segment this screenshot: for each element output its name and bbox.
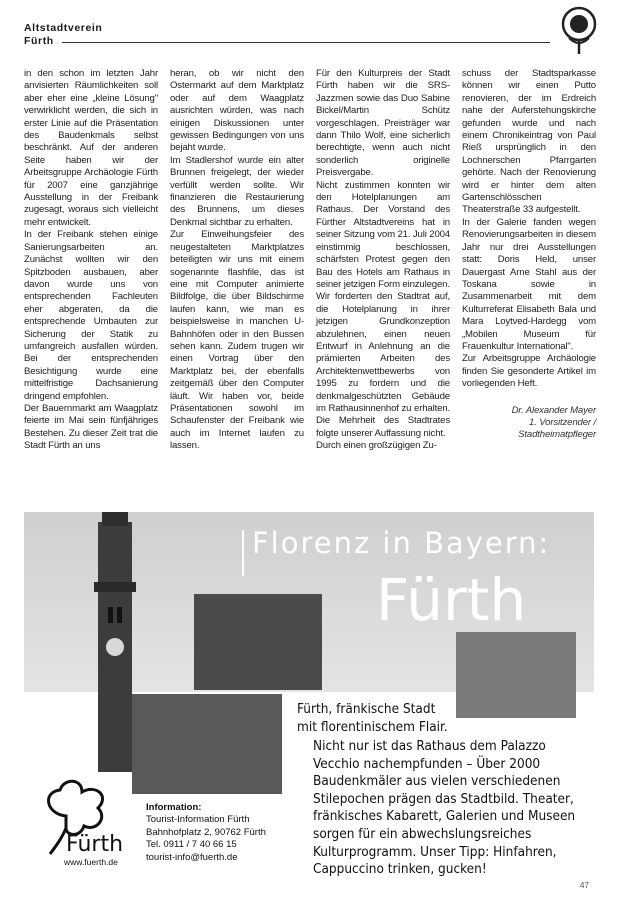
paragraph: Durch einen großzügigen Zu- (316, 440, 437, 452)
ad-city-name: Fürth (376, 566, 527, 634)
paragraph: Wir forderten den Stadtrat auf, die Hotelplanung in ihrer jetzigen Grundkonzeption abzulehnen, einen neuen Entwurf in Anlehnung an die prämierten Arbeiten des Architektenwettbewerbs von 1995 zu fordern und die denkmalgeschützten Gebäude im Rathausinnenhof zu erhalten. Die Mehrheit des Stadtrates folgte unserer Auffassung nicht. (316, 291, 450, 439)
paragraph: Für den Kulturpreis der Stadt Fürth haben wir die SRS-Jazzmen sowie das Duo Sabine Bickel/Martin Schütz vorgeschlagen. Preisträger war dann Thilo Wolf, eine sicherlich berechtigte, wenn auch nicht sonderlich originelle Preisvergabe. (316, 68, 450, 179)
logo-wordmark: Fürth (66, 832, 124, 857)
paragraph: schuss der Stadtsparkasse können wir einen Putto renovieren, der im Erdreich nahe der Auferstehungskirche gefunden wurde und nach einem Chronikeintrag von Paul Rieß ursprünglich in den Lochnerschen Pfarrgarten gehörte. Nach der Renovierung wird er hinter dem alten Gartenschlösschen Theaterstraße 33 aufgestellt. (462, 68, 596, 216)
info-heading: Information: (146, 802, 202, 813)
paragraph: in den schon im letzten Jahr anvisierten Räumlichkeiten soll aber eher eine „kleine Lösung" verwirklicht werden, die sich in erster Linie auf die Präsentation des Baudenkmals selbst beschränkt. Auf der anderen Seite haben wir der Arbeitsgruppe Archäologie Fürth für 2007 eine ganzjährige Ausstellung in der Freibank zugesagt, woraus sich vielleicht mehr entwickelt. (24, 68, 158, 228)
ad-lead-line-1: Fürth, fränkische Stadt (297, 701, 436, 717)
info-line: tourist-info@fuerth.de (146, 851, 238, 863)
tourist-info (146, 802, 296, 864)
ad-lead-line-2: mit florentinischem Flair. (297, 718, 448, 735)
tourism-advertisement (24, 512, 594, 878)
paragraph: In der Freibank stehen einige Sanierungsarbeiten an. Zunächst wollten wir den Spitzboden ausbauen, aber davon wurde uns von entsprechenden Fachleuten eher abgeraten, da die entsprechende Umbauten zur Sicherung der Statik zu umfangreich ausfallen würden. Bei der entsprechenden Besichtigung wurde eine mittelfristige Dachsanierung dringend empfohlen. (24, 229, 158, 402)
page-number: 47 (580, 881, 589, 890)
logo-url: www.fuerth.de (64, 857, 118, 867)
column-3 (316, 68, 450, 453)
info-line: Tel. 0911 / 7 40 66 15 (146, 839, 237, 851)
paragraph: In der Galerie fanden wegen Renovierungsarbeiten in diesem Jahr nur drei Ausstellungen statt: Doris Held, unser Dauergast Arne Stahl aus der Toskana sowie in Zusammenarbeit mit dem Kulturreferat Elisabeth Bala und Mara Loytved-Hardegg vom „Mobilen Museum für Frauenkultur International". (462, 216, 596, 352)
paragraph: Der Bauernmarkt am Waagplatz feierte im Mai sein fünfjähriges Bestehen. Zu dieser Zeit trat die Stadt Fürth an uns (24, 402, 158, 452)
column-4 (462, 68, 596, 442)
header-rule (62, 42, 550, 43)
paragraph: Zur Arbeitsgruppe Archäologie finden Sie gesonderte Artikel im vorliegenden Heft. (462, 353, 596, 390)
paragraph: Zur Einweihungsfeier des neugestalteten Marktplatzes beteiligten wir uns mit einem sogenannte flashfile, das ist eine mit Computer animierte Bildfolge, die über Bildschirme laufen kann, wie man es beispielsweise in manchen U-Bahnhöfen oder in den Bussen sehen kann. Zudem trugen wir einen Vortrag über den Marktplatz bei, der ebenfalls zeitgemäß über den Computer läuft. Wir haben vor, beide Präsentationen sowohl im Schaufenster der Freibank wie auch im Internet laufen zu lassen. (170, 229, 304, 452)
column-1 (24, 68, 158, 453)
paragraph: Nicht zustimmen konnten wir den Hotelplanungen am Rathaus. Der Vorstand des Fürther Altstadtvereins hat in seiner Sitzung vom 21. Juli 2004 einstimmig beschlossen, schärfsten Protest gegen den Bau des Hotels am Rathaus in seiner jetzigen Form einzulegen. (316, 179, 450, 290)
masthead (24, 22, 564, 48)
ad-lead (297, 701, 587, 736)
ad-body-text: Nicht nur ist das Rathaus dem Palazzo Vecchio nachempfunden – Über 2000 Baudenkmäler aus vielen verschiedenen Stilepochen prägen das Stadtbild. Theater, fränkisches Kabarett, Galerien und Museen sorgen für ein abwechslungsreiches Kulturprogramm. Unser Tipp: Hinfahren, Cappuccino trinken, gucken! (313, 738, 576, 878)
paragraph: Im Stadlershof wurde ein alter Brunnen freigelegt, der wieder verfüllt werden sollte. Wir finanzieren die Restaurierung des Brunnens, um dieses Denkmal sichtbar zu erhalten. (170, 154, 304, 228)
info-line: Tourist-Information Fürth (146, 814, 250, 826)
info-line: Bahnhofplatz 2, 90762 Fürth (146, 826, 266, 838)
article-body (24, 68, 596, 480)
column-2 (170, 68, 304, 453)
paragraph: heran, ob wir nicht den Ostermarkt auf dem Marktplatz oder auf dem Waagplatz ausrichten würden, was nach einigen Diskussionen unter gewissen Bedingungen von uns bejaht wurde. (170, 68, 304, 154)
fountain-photo (194, 594, 322, 690)
signature-role: 1. Vorsitzender / Stadtheimatpfleger (518, 416, 596, 441)
signature-name: Dr. Alexander Mayer (511, 404, 596, 416)
title-divider (242, 530, 244, 576)
masthead-title: Altstadtverein (24, 22, 103, 34)
town-square-photo (132, 694, 282, 794)
masthead-subtitle: Fürth (24, 35, 54, 47)
ad-headline: Florenz in Bayern: (252, 526, 551, 560)
coat-of-arms-icon (555, 4, 603, 56)
